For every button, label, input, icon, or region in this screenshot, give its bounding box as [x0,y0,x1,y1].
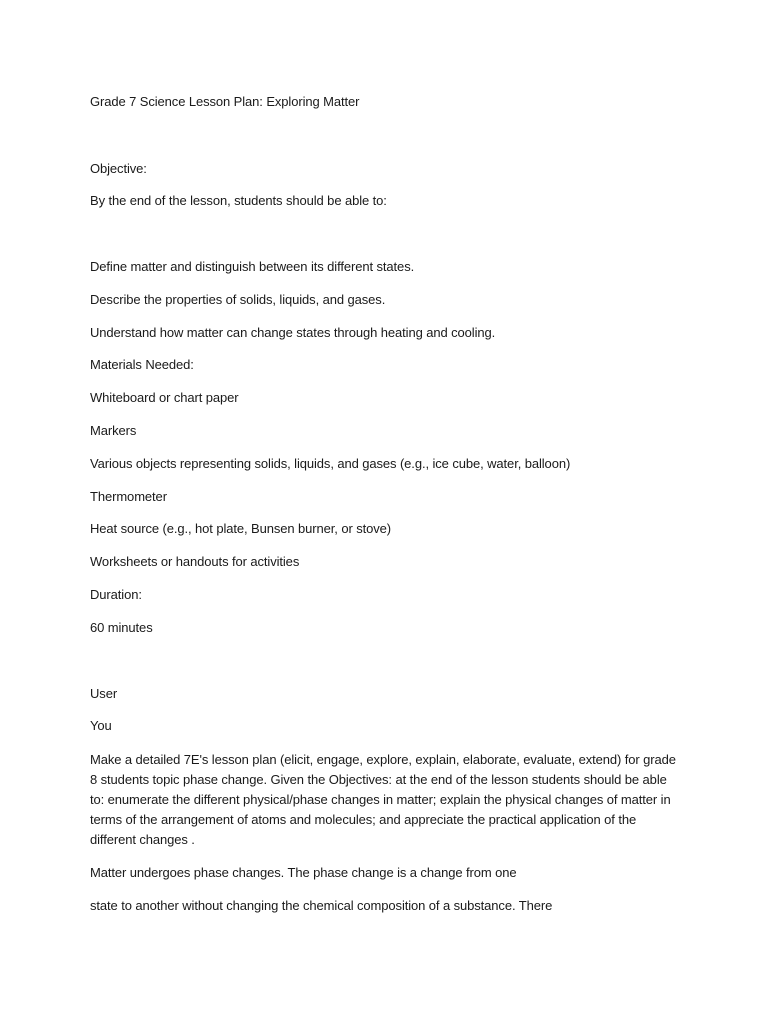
objective-intro: By the end of the lesson, students should be able to: [90,193,387,208]
materials-heading: Materials Needed: [90,357,194,372]
prompt-paragraph: Make a detailed 7E's lesson plan (elicit, engage, explore, explain, elaborate, evaluate, extend) for grade 8 students topic phase change. Given the Objectives: at the end of the lesson students should be able to: enumerate the different physical/phase changes in matter; explain the physical changes of matter in terms of the arrangement of atoms and molecules; and appreciate the practical application of the different changes . [90,752,676,847]
material-item: Markers [90,423,137,438]
objective-item: Define matter and distinguish between its different states. [90,259,415,274]
material-item: Worksheets or handouts for activities [90,554,300,569]
duration-heading: Duration: [90,587,142,602]
material-item: Various objects representing solids, liquids, and gases (e.g., ice cube, water, balloon) [90,456,571,471]
objective-item: Describe the properties of solids, liquids, and gases. [90,292,386,307]
body-line: Matter undergoes phase changes. The phase change is a change from one [90,865,517,880]
duration-value: 60 minutes [90,620,153,635]
objective-heading: Objective: [90,161,147,176]
body-line: state to another without changing the chemical composition of a substance. There [90,898,553,913]
objective-item: Understand how matter can change states through heating and cooling. [90,325,496,340]
document-title: Grade 7 Science Lesson Plan: Exploring Matter [90,94,360,109]
material-item: Thermometer [90,489,167,504]
speaker-label: User [90,686,118,701]
speaker-label: You [90,718,112,733]
material-item: Heat source (e.g., hot plate, Bunsen burner, or stove) [90,521,391,536]
material-item: Whiteboard or chart paper [90,390,239,405]
